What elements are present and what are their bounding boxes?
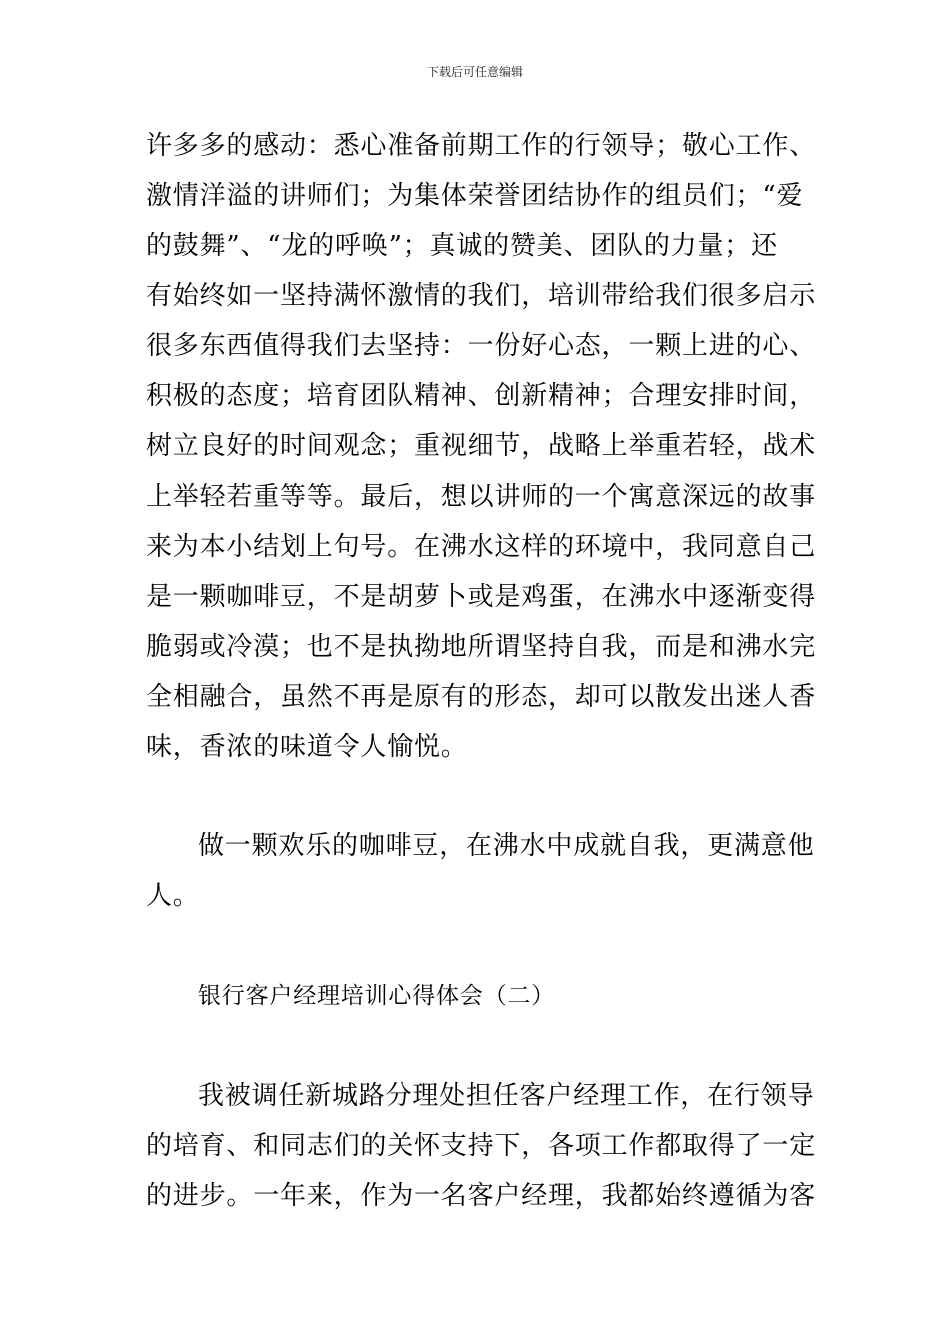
page-header: 下载后可任意编辑 bbox=[426, 65, 523, 79]
section-heading: 银行客户经理培训心得体会（二） bbox=[198, 983, 555, 1009]
paragraph-indented-line: 我被调任新城路分理处担任客户经理工作，在行领导 bbox=[198, 1081, 815, 1111]
paragraph-indented-line: 做一颗欢乐的咖啡豆，在沸水中成就自我，更满意他 bbox=[198, 831, 815, 861]
text-line: 的进步。一年来，作为一名客户经理，我都始终遵循为客 bbox=[146, 1181, 817, 1211]
text-line: 是一颗咖啡豆，不是胡萝卜或是鸡蛋，在沸水中逐渐变得 bbox=[146, 582, 817, 612]
text-line: 人。 bbox=[146, 881, 200, 911]
text-line: 脆弱或冷漠；也不是执拗地所谓坚持自我，而是和沸水完 bbox=[146, 632, 817, 662]
text-line: 全相融合，虽然不再是原有的形态，却可以散发出迷人香 bbox=[146, 682, 817, 712]
text-line: 上举轻若重等等。最后，想以讲师的一个寓意深远的故事 bbox=[146, 482, 817, 512]
text-line: 许多多的感动：悉心准备前期工作的行领导；敬心工作、 bbox=[146, 131, 817, 161]
text-line: 的鼓舞”、“龙的呼唤”；真诚的赞美、团队的力量；还 bbox=[146, 231, 778, 261]
text-line: 来为本小结划上句号。在沸水这样的环境中，我同意自己 bbox=[146, 532, 817, 562]
text-line: 有始终如一坚持满怀激情的我们，培训带给我们很多启示 bbox=[146, 281, 817, 311]
text-line: 树立良好的时间观念；重视细节，战略上举重若轻，战术 bbox=[146, 431, 817, 461]
text-line: 激情洋溢的讲师们；为集体荣誉团结协作的组员们；“爱 bbox=[146, 181, 804, 211]
text-line: 很多东西值得我们去坚持：一份好心态，一颗上进的心、 bbox=[146, 331, 817, 361]
text-line: 的培育、和同志们的关怀支持下，各项工作都取得了一定 bbox=[146, 1131, 817, 1161]
text-line: 味，香浓的味道令人愉悦。 bbox=[146, 732, 468, 762]
text-line: 积极的态度；培育团队精神、创新精神；合理安排时间， bbox=[146, 381, 817, 411]
